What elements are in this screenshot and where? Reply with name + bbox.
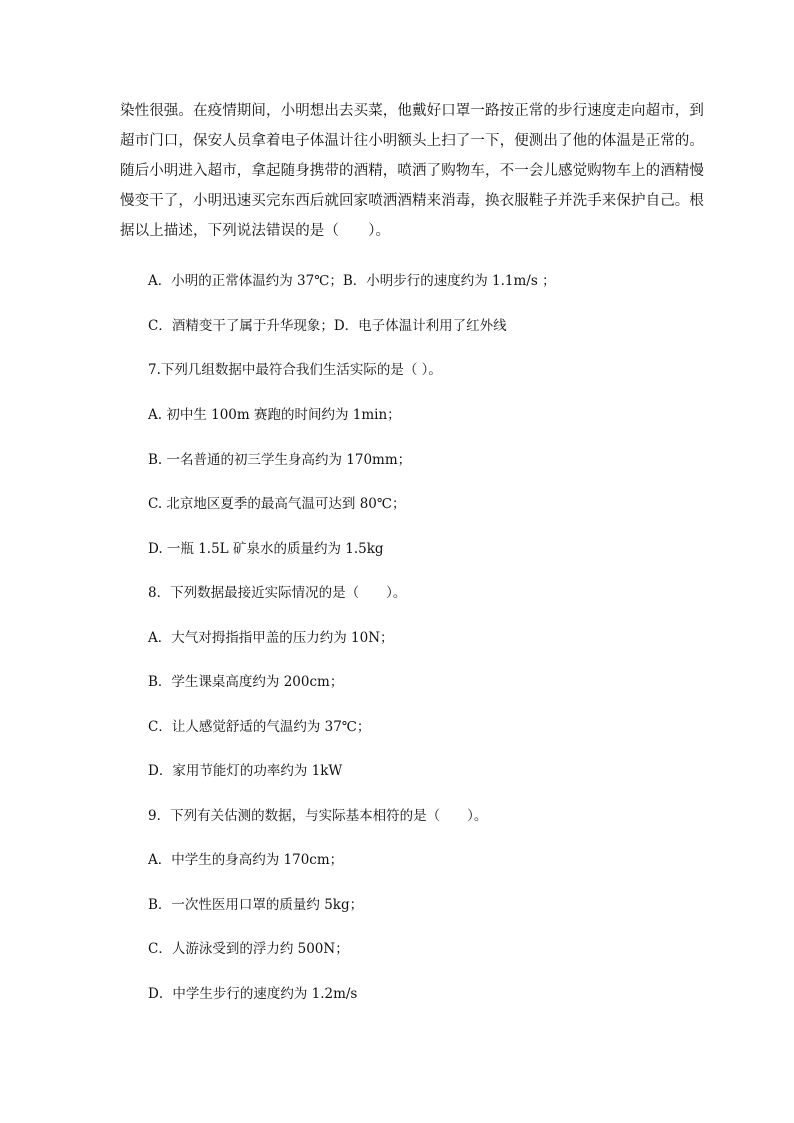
q8-option-d: D．家用节能灯的功率约为 1kW (148, 763, 343, 779)
q9-option-b: B．一次性医用口罩的质量约 5kg； (148, 897, 364, 913)
question-8-stem: 8．下列数据最接近实际情况的是（ ）。 (148, 585, 407, 601)
question-7-stem: 7.下列几组数据中最符合我们生活实际的是（ ）。 (148, 362, 442, 378)
q8-option-c: C．让人感觉舒适的气温约为 37℃； (148, 719, 371, 735)
q9-option-c: C．人游泳受到的浮力约 500N； (148, 941, 349, 957)
question-9-stem: 9．下列有关估测的数据，与实际基本相符的是（ ）。 (148, 808, 488, 824)
q6-stem-line-1: 染性很强。在疫情期间，小明想出去买菜，他戴好口罩一路按正常的步行速度走向超市，到 (120, 103, 704, 119)
q7-option-c: C. 北京地区夏季的最高气温可达到 80℃； (148, 496, 406, 512)
q7-option-a: A. 初中生 100m 赛跑的时间约为 1min； (148, 407, 401, 423)
q6-stem-line-5: 据以上描述，下列说法错误的是（ ）。 (120, 223, 391, 239)
question-6-stem (120, 96, 704, 246)
q6-stem-line-3: 随后小明进入超市，拿起随身携带的酒精，喷洒了购物车，不一会儿感觉购物车上的酒精慢 (120, 163, 704, 179)
q6-option-ab: A．小明的正常体温约为 37℃；B．小明步行的速度约为 1.1m/s ； (148, 273, 556, 289)
q6-stem-line-4: 慢变干了，小明迅速买完东西后就回家喷洒酒精来消毒，换衣服鞋子并洗手来保护自己。根 (120, 193, 704, 209)
q9-option-a: A．中学生的身高约为 170cm； (148, 852, 344, 868)
q9-option-d: D．中学生步行的速度约为 1.2m/s (148, 986, 358, 1002)
q7-option-d: D. 一瓶 1.5L 矿泉水的质量约为 1.5kg (148, 541, 384, 557)
q6-stem-line-2: 超市门口，保安人员拿着电子体温计往小明额头上扫了一下，便测出了他的体温是正常的。 (120, 133, 704, 149)
q7-option-b: B. 一名普通的初三学生身高约为 170mm； (148, 452, 412, 468)
q8-option-a: A．大气对拇指指甲盖的压力约为 10N； (148, 630, 394, 646)
q8-option-b: B．学生课桌高度约为 200cm； (148, 674, 344, 690)
q6-option-cd: C．酒精变干了属于升华现象；D．电子体温计利用了红外线 (148, 318, 507, 334)
